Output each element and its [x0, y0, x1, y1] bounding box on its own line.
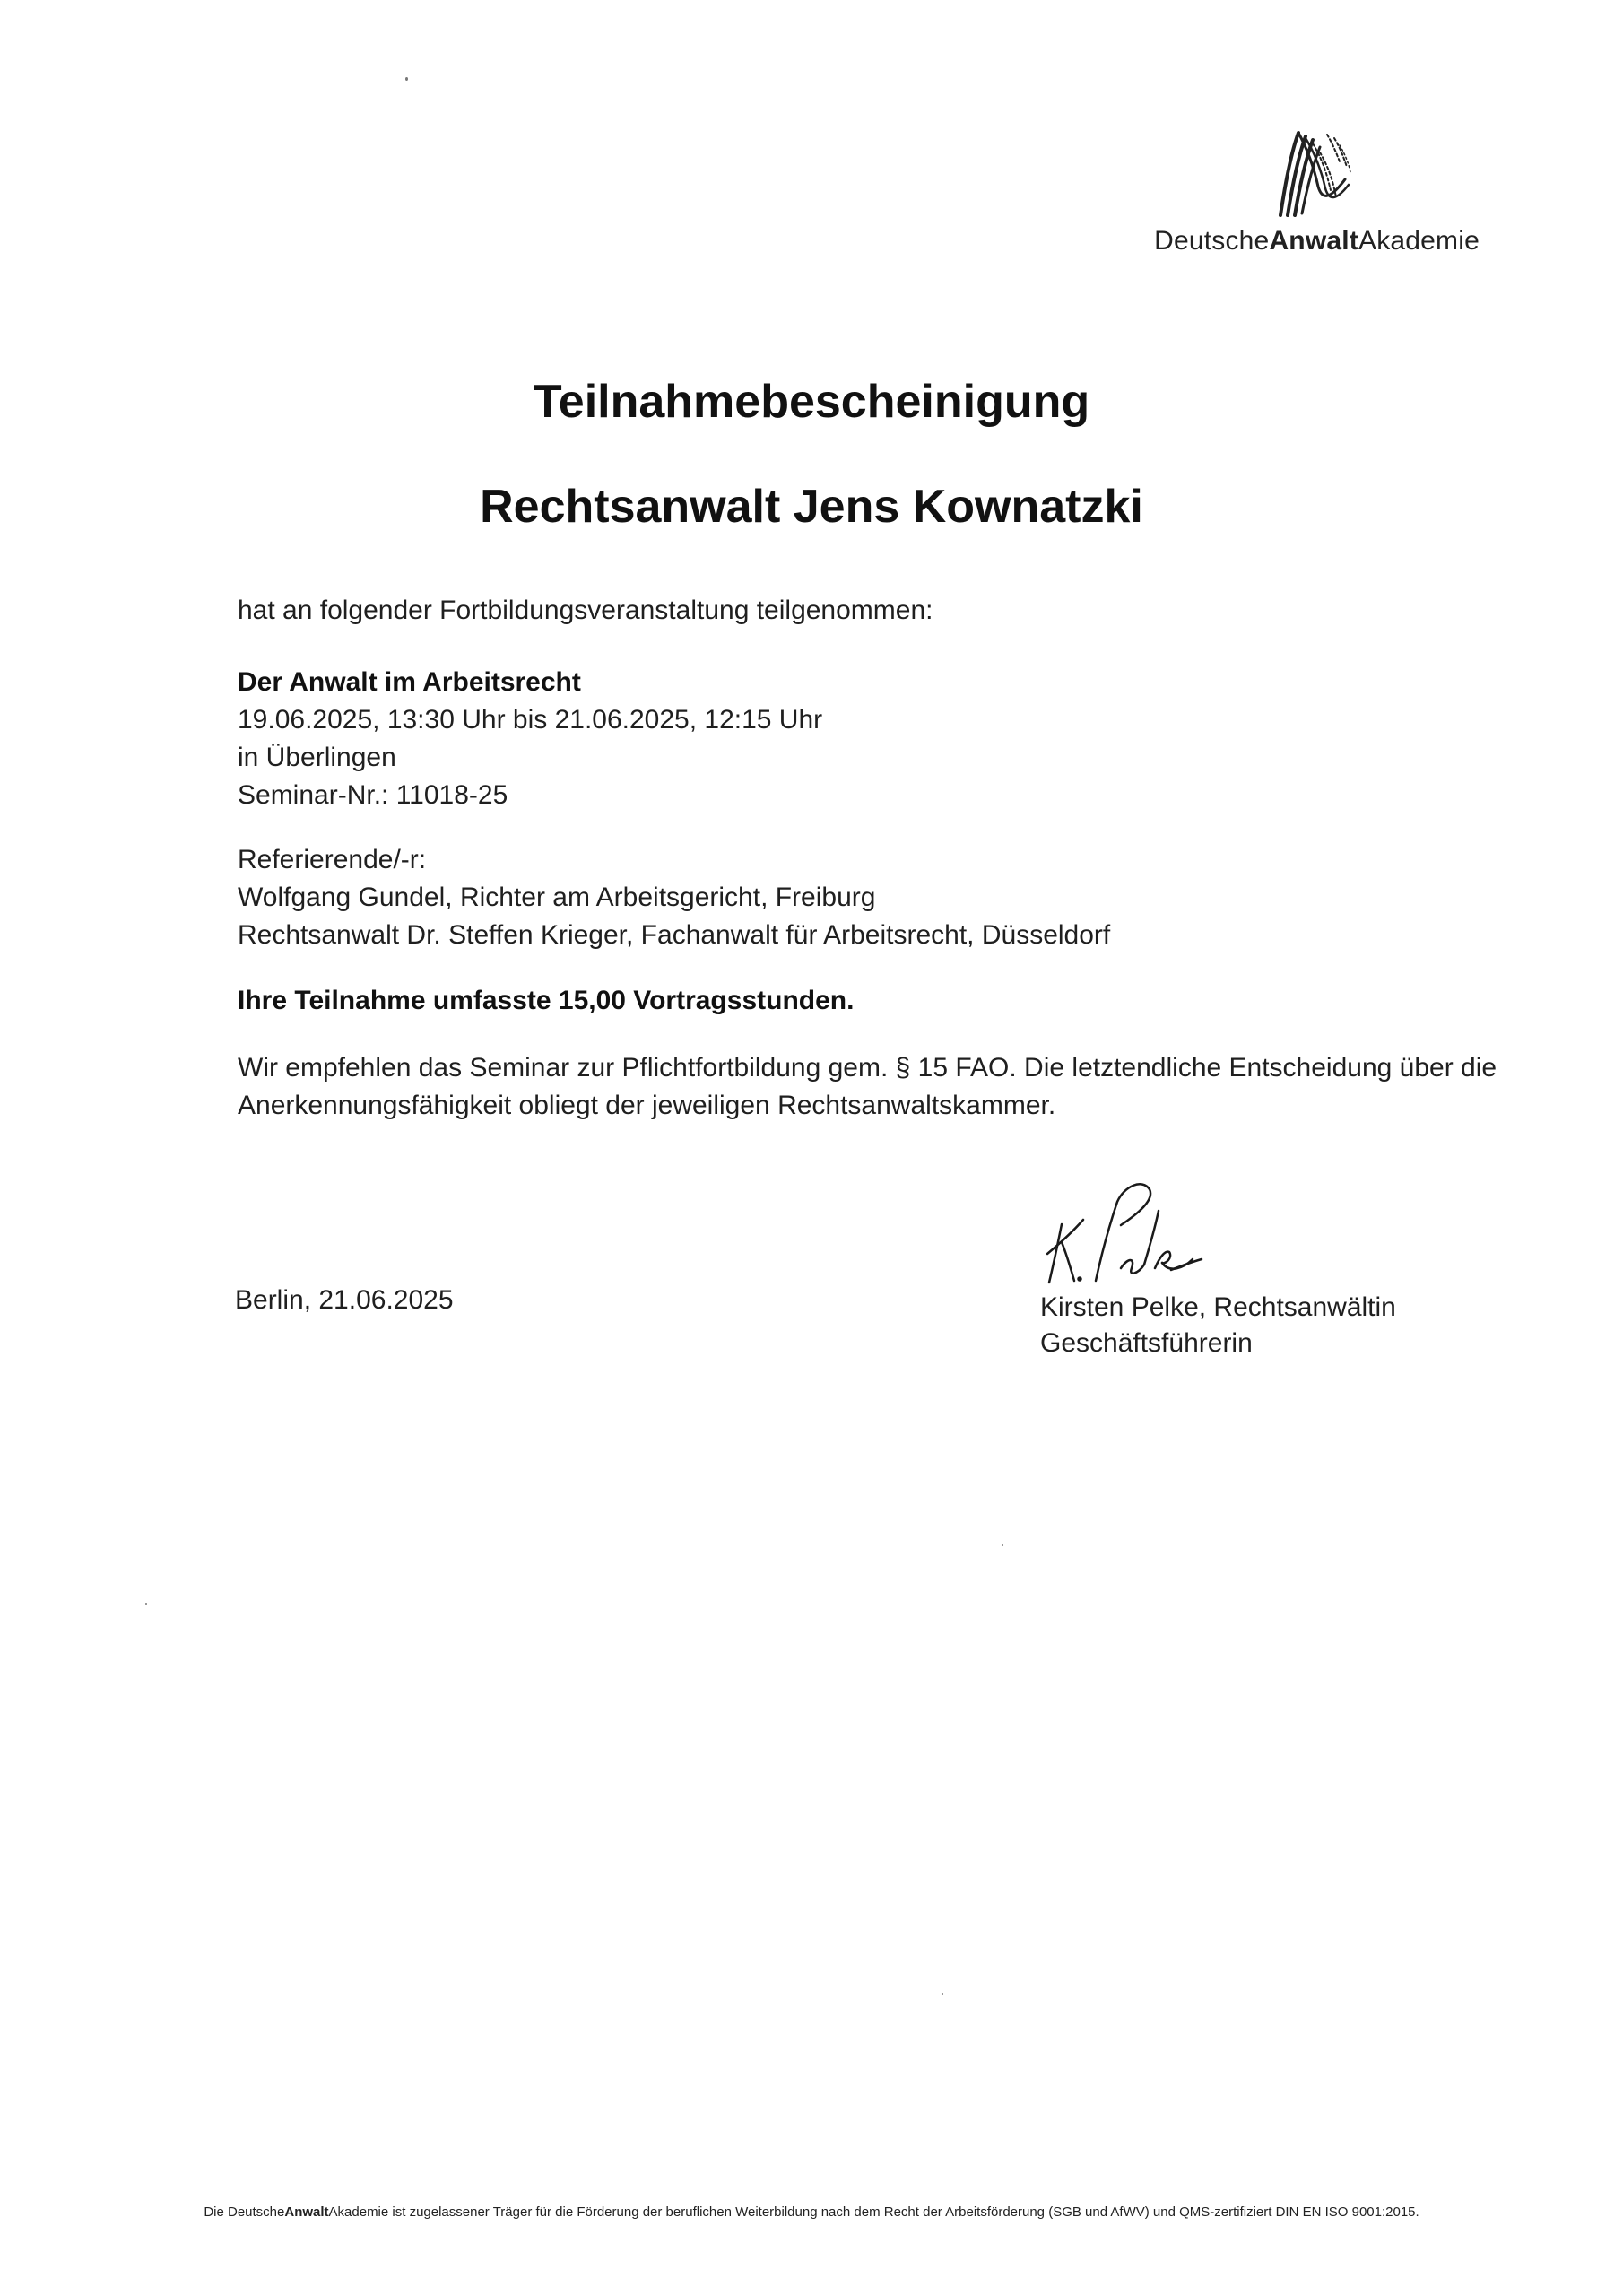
- document-title: Teilnahmebescheinigung: [533, 376, 1090, 428]
- scan-speck: [1002, 1544, 1003, 1546]
- signer-block: [1040, 1290, 1396, 1361]
- event-name: Der Anwalt im Arbeitsrecht: [238, 667, 581, 697]
- intro-line: hat an folgender Fortbildungsveranstaltung teilgenommen:: [238, 596, 933, 625]
- handwritten-signature-icon: [1031, 1175, 1211, 1292]
- recipient-name: Rechtsanwalt Jens Kownatzki: [480, 481, 1143, 533]
- speaker-item: Rechtsanwalt Dr. Steffen Krieger, Fachanwalt für Arbeitsrecht, Düsseldorf: [238, 920, 1111, 950]
- recommendation-line: Anerkennungsfähigkeit obliegt der jeweiligen Rechtsanwaltskammer.: [238, 1091, 1056, 1120]
- recommendation-line: Wir empfehlen das Seminar zur Pflichtfortbildung gem. § 15 FAO. Die letztendliche Entscheidung über die: [238, 1053, 1497, 1083]
- signer-role: Geschäftsführerin: [1040, 1328, 1253, 1358]
- hours-section: [238, 982, 1493, 1020]
- logo: [1139, 126, 1480, 269]
- place-date: Berlin, 21.06.2025: [235, 1285, 454, 1315]
- scan-speck: [942, 1993, 943, 1995]
- akademie-wave-logo-icon: [1273, 126, 1354, 224]
- recommendation-text: [238, 1049, 1497, 1125]
- event-seminar-number: Seminar-Nr.: 11018-25: [238, 780, 508, 810]
- event-location: in Überlingen: [238, 743, 396, 772]
- logo-wordmark: DeutscheAnwaltAkademie: [1154, 226, 1480, 256]
- event-date-time: 19.06.2025, 13:30 Uhr bis 21.06.2025, 12:15 Uhr: [238, 705, 823, 735]
- speakers-section: [238, 841, 1493, 954]
- footer-note: Die DeutscheAnwaltAkademie ist zugelassener Träger für die Förderung der beruflichen Weiterbildung nach dem Recht der Arbeitsförderung (SGB und AfWV) und QMS-zertifiziert DIN EN ISO 9001:2015.: [204, 2205, 1419, 2220]
- intro-text: [238, 592, 1493, 630]
- scan-speck: [405, 77, 408, 81]
- speaker-item: Wolfgang Gundel, Richter am Arbeitsgericht, Freiburg: [238, 883, 876, 912]
- scan-speck: [145, 1603, 147, 1605]
- hours-statement: Ihre Teilnahme umfasste 15,00 Vortragsstunden.: [238, 986, 855, 1015]
- speakers-label: Referierende/-r:: [238, 845, 427, 874]
- signer-name: Kirsten Pelke, Rechtsanwältin: [1040, 1292, 1396, 1322]
- event-details: [238, 664, 1493, 814]
